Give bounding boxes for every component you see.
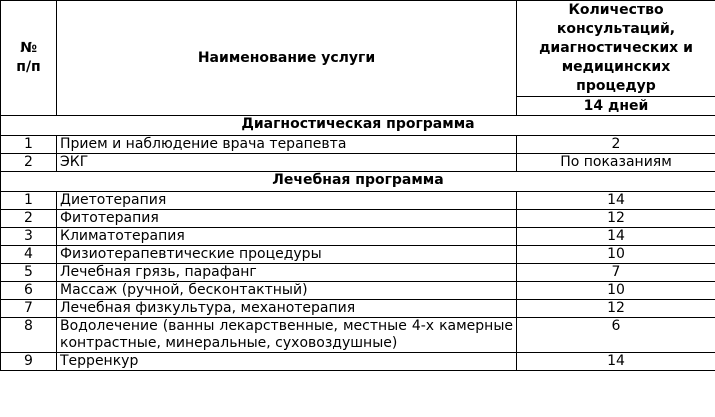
row-service: Климатотерапия <box>57 228 517 246</box>
row-service: Фитотерапия <box>57 210 517 228</box>
row-quantity: 7 <box>517 264 715 282</box>
table-row <box>1 353 715 371</box>
header-quantity <box>517 1 715 97</box>
row-service: Лечебная физкультура, механотерапия <box>57 300 517 318</box>
row-quantity: 12 <box>517 300 715 318</box>
row-service: Лечебная грязь, парафанг <box>57 264 517 282</box>
table-row <box>1 154 715 172</box>
row-service: Водолечение (ванны лекарственные, местные 4-х камерные контрастные, минеральные, суховоздушные) <box>57 318 517 353</box>
header-service-name: Наименование услуги <box>57 1 517 116</box>
table-row <box>1 264 715 282</box>
row-quantity: 6 <box>517 318 715 353</box>
row-quantity: 10 <box>517 282 715 300</box>
row-quantity: По показаниям <box>517 154 715 172</box>
row-service: Диетотерапия <box>57 192 517 210</box>
row-quantity: 10 <box>517 246 715 264</box>
header-row <box>1 1 715 97</box>
row-quantity: 14 <box>517 228 715 246</box>
row-quantity: 12 <box>517 210 715 228</box>
row-service: Прием и наблюдение врача терапевта <box>57 136 517 154</box>
section-row <box>1 116 715 136</box>
row-number: 8 <box>1 318 57 353</box>
row-number: 7 <box>1 300 57 318</box>
row-service: Терренкур <box>57 353 517 371</box>
table-row <box>1 282 715 300</box>
row-quantity: 14 <box>517 353 715 371</box>
table-row <box>1 300 715 318</box>
row-number: 2 <box>1 154 57 172</box>
row-number: 2 <box>1 210 57 228</box>
row-number: 5 <box>1 264 57 282</box>
row-service: Массаж (ручной, бесконтактный) <box>57 282 517 300</box>
table-row <box>1 210 715 228</box>
row-quantity: 14 <box>517 192 715 210</box>
table-row <box>1 318 715 353</box>
row-number: 4 <box>1 246 57 264</box>
row-number: 9 <box>1 353 57 371</box>
header-quantity-label: Количество консультаций, диагностических и медицинских процедур <box>539 2 693 94</box>
section-row <box>1 172 715 192</box>
section-title: Лечебная программа <box>1 172 715 192</box>
table-row <box>1 192 715 210</box>
row-number: 6 <box>1 282 57 300</box>
row-service: ЭКГ <box>57 154 517 172</box>
row-quantity: 2 <box>517 136 715 154</box>
row-number: 1 <box>1 192 57 210</box>
header-number-label: № п/п <box>16 40 41 75</box>
table-row <box>1 228 715 246</box>
table-row <box>1 246 715 264</box>
section-title: Диагностическая программа <box>1 116 715 136</box>
row-service: Физиотерапевтические процедуры <box>57 246 517 264</box>
header-number <box>1 1 57 116</box>
table-row <box>1 136 715 154</box>
row-number: 3 <box>1 228 57 246</box>
header-days: 14 дней <box>517 97 715 116</box>
row-number: 1 <box>1 136 57 154</box>
